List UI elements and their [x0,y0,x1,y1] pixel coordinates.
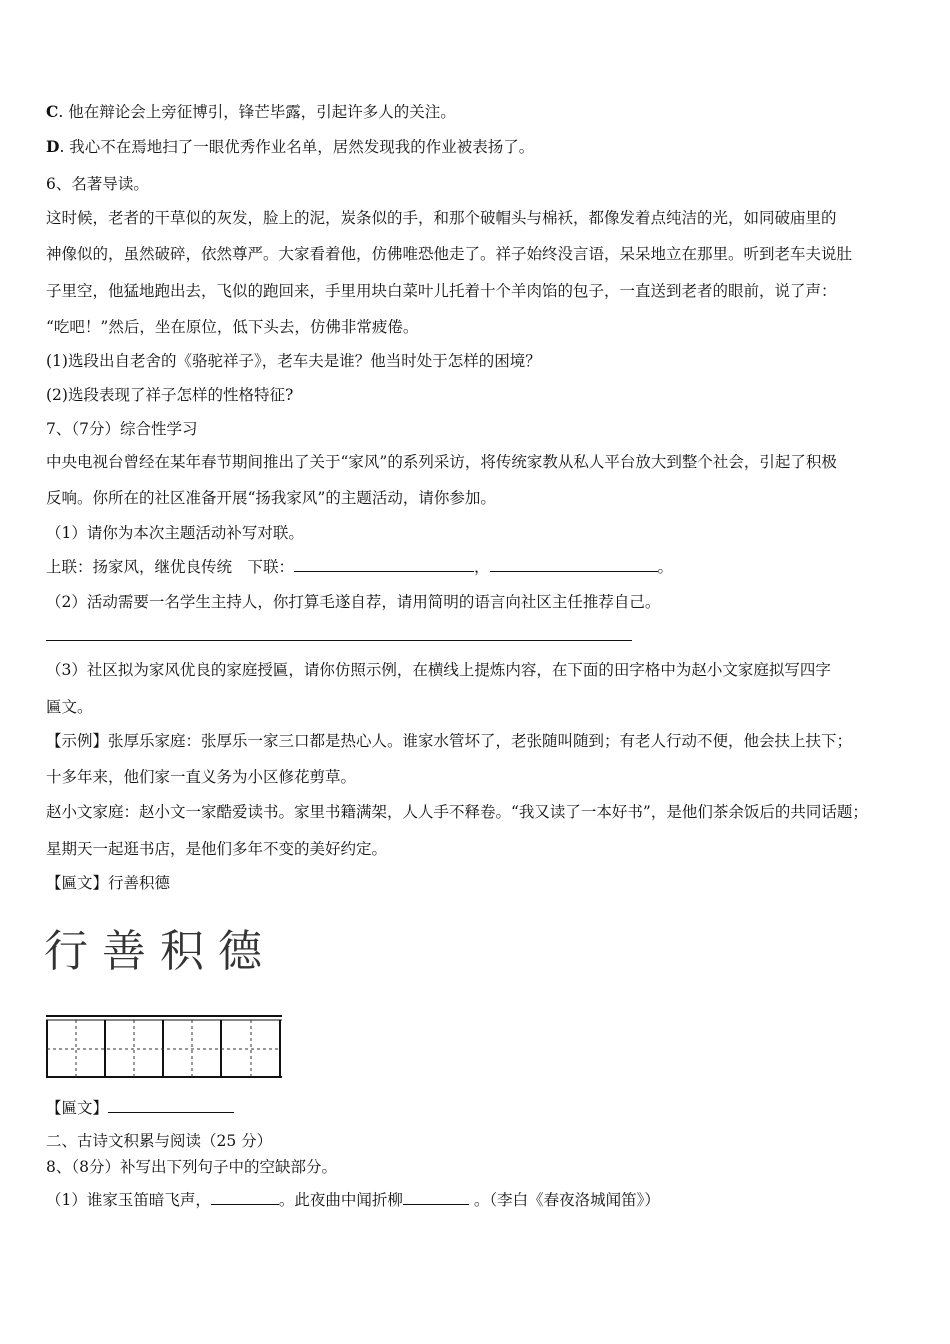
answer-blank[interactable] [108,1098,234,1113]
answer-blank[interactable] [403,1190,469,1205]
option-c: C. 他在辩论会上旁征博引，锋芒毕露，引起许多人的关注。 [46,102,456,121]
tianzi-grid[interactable] [46,1015,282,1079]
option-d: D. 我心不在焉地扫了一眼优秀作业名单，居然发现我的作业被表扬了。 [46,137,535,156]
passage-line: “吃吧！”然后，坐在原位，低下头去，仿佛非常疲倦。 [46,318,419,336]
answer-line[interactable] [46,640,632,641]
question-7-1: （1）请你为本次主题活动补写对联。 [46,524,304,542]
passage-line: 神像似的，虽然破碎，依然尊严。大家看着他，仿佛唯恐他走了。祥子始终没言语，呆呆地立在那里。听到老车夫说肚 [46,245,853,263]
question-7-intro: 中央电视台曾经在某年春节期间推出了关于“家风”的系列采访，将传统家教从私人平台放大到整个社会，引起了积极 [46,453,837,471]
question-6-title: 6、名著导读。 [46,175,149,193]
question-8-title: 8、（8分）补写出下列句子中的空缺部分。 [46,1158,337,1176]
example-line: 十多年来，他们家一直义务为小区修花剪草。 [46,768,357,786]
question-6-1: (1)选段出自老舍的《骆驼祥子》，老车夫是谁？他当时处于怎样的困境？ [46,352,541,370]
question-7-3-cont: 匾文。 [46,698,93,716]
answer-blank[interactable] [211,1190,279,1205]
passage-line: 这时候，老者的干草似的灰发，脸上的泥，炭条似的手，和那个破帽头与棉袄，都像发着点纯洁的光，如同破庙里的 [46,209,837,227]
plaque-characters: 行善积德 [44,926,276,977]
couplet-line: 上联：扬家风，继优良传统 下联： ， 。 [46,558,674,576]
question-7-title: 7、（7分）综合性学习 [46,420,198,438]
passage-line: 子里空，他猛地跑出去，飞似的跑回来，手里用块白菜叶儿托着十个羊肉馅的包子，一直送到老者的眼前，说了声： [46,282,837,300]
family-description: 赵小文家庭：赵小文一家酷爱读书。家里书籍满架，人人手不释卷。“我又读了一本好书”，是他们茶余饭后的共同话题； [46,803,868,821]
answer-blank[interactable] [490,557,658,572]
question-8-1: （1）谁家玉笛暗飞声， 。此夜曲中闻折柳 。（李白《春夜洛城闻笛》） [46,1191,660,1209]
section-2-title: 二、古诗文积累与阅读（25 分） [46,1132,273,1150]
plaque-answer-line: 【匾文】 [46,1098,234,1118]
question-7-2: （2）活动需要一名学生主持人，你打算毛遂自荐，请用简明的语言向社区主任推荐自己。 [46,593,661,611]
question-7-intro: 反响。你所在的社区准备开展“扬我家风”的主题活动，请你参加。 [46,489,496,507]
example-line: 【示例】张厚乐家庭：张厚乐一家三口都是热心人。谁家水管坏了，老张随叫随到；有老人行动不便，他会扶上扶下； [46,732,853,750]
family-description: 星期天一起逛书店，是他们多年不变的美好约定。 [46,840,388,858]
question-6-2: (2)选段表现了祥子怎样的性格特征? [46,386,294,404]
answer-blank[interactable] [294,557,474,572]
question-7-3: （3）社区拟为家风优良的家庭授匾，请你仿照示例，在横线上提炼内容，在下面的田字格中为赵小文家庭拟写四字 [46,661,831,679]
example-plaque: 【匾文】行善积德 [46,874,171,892]
